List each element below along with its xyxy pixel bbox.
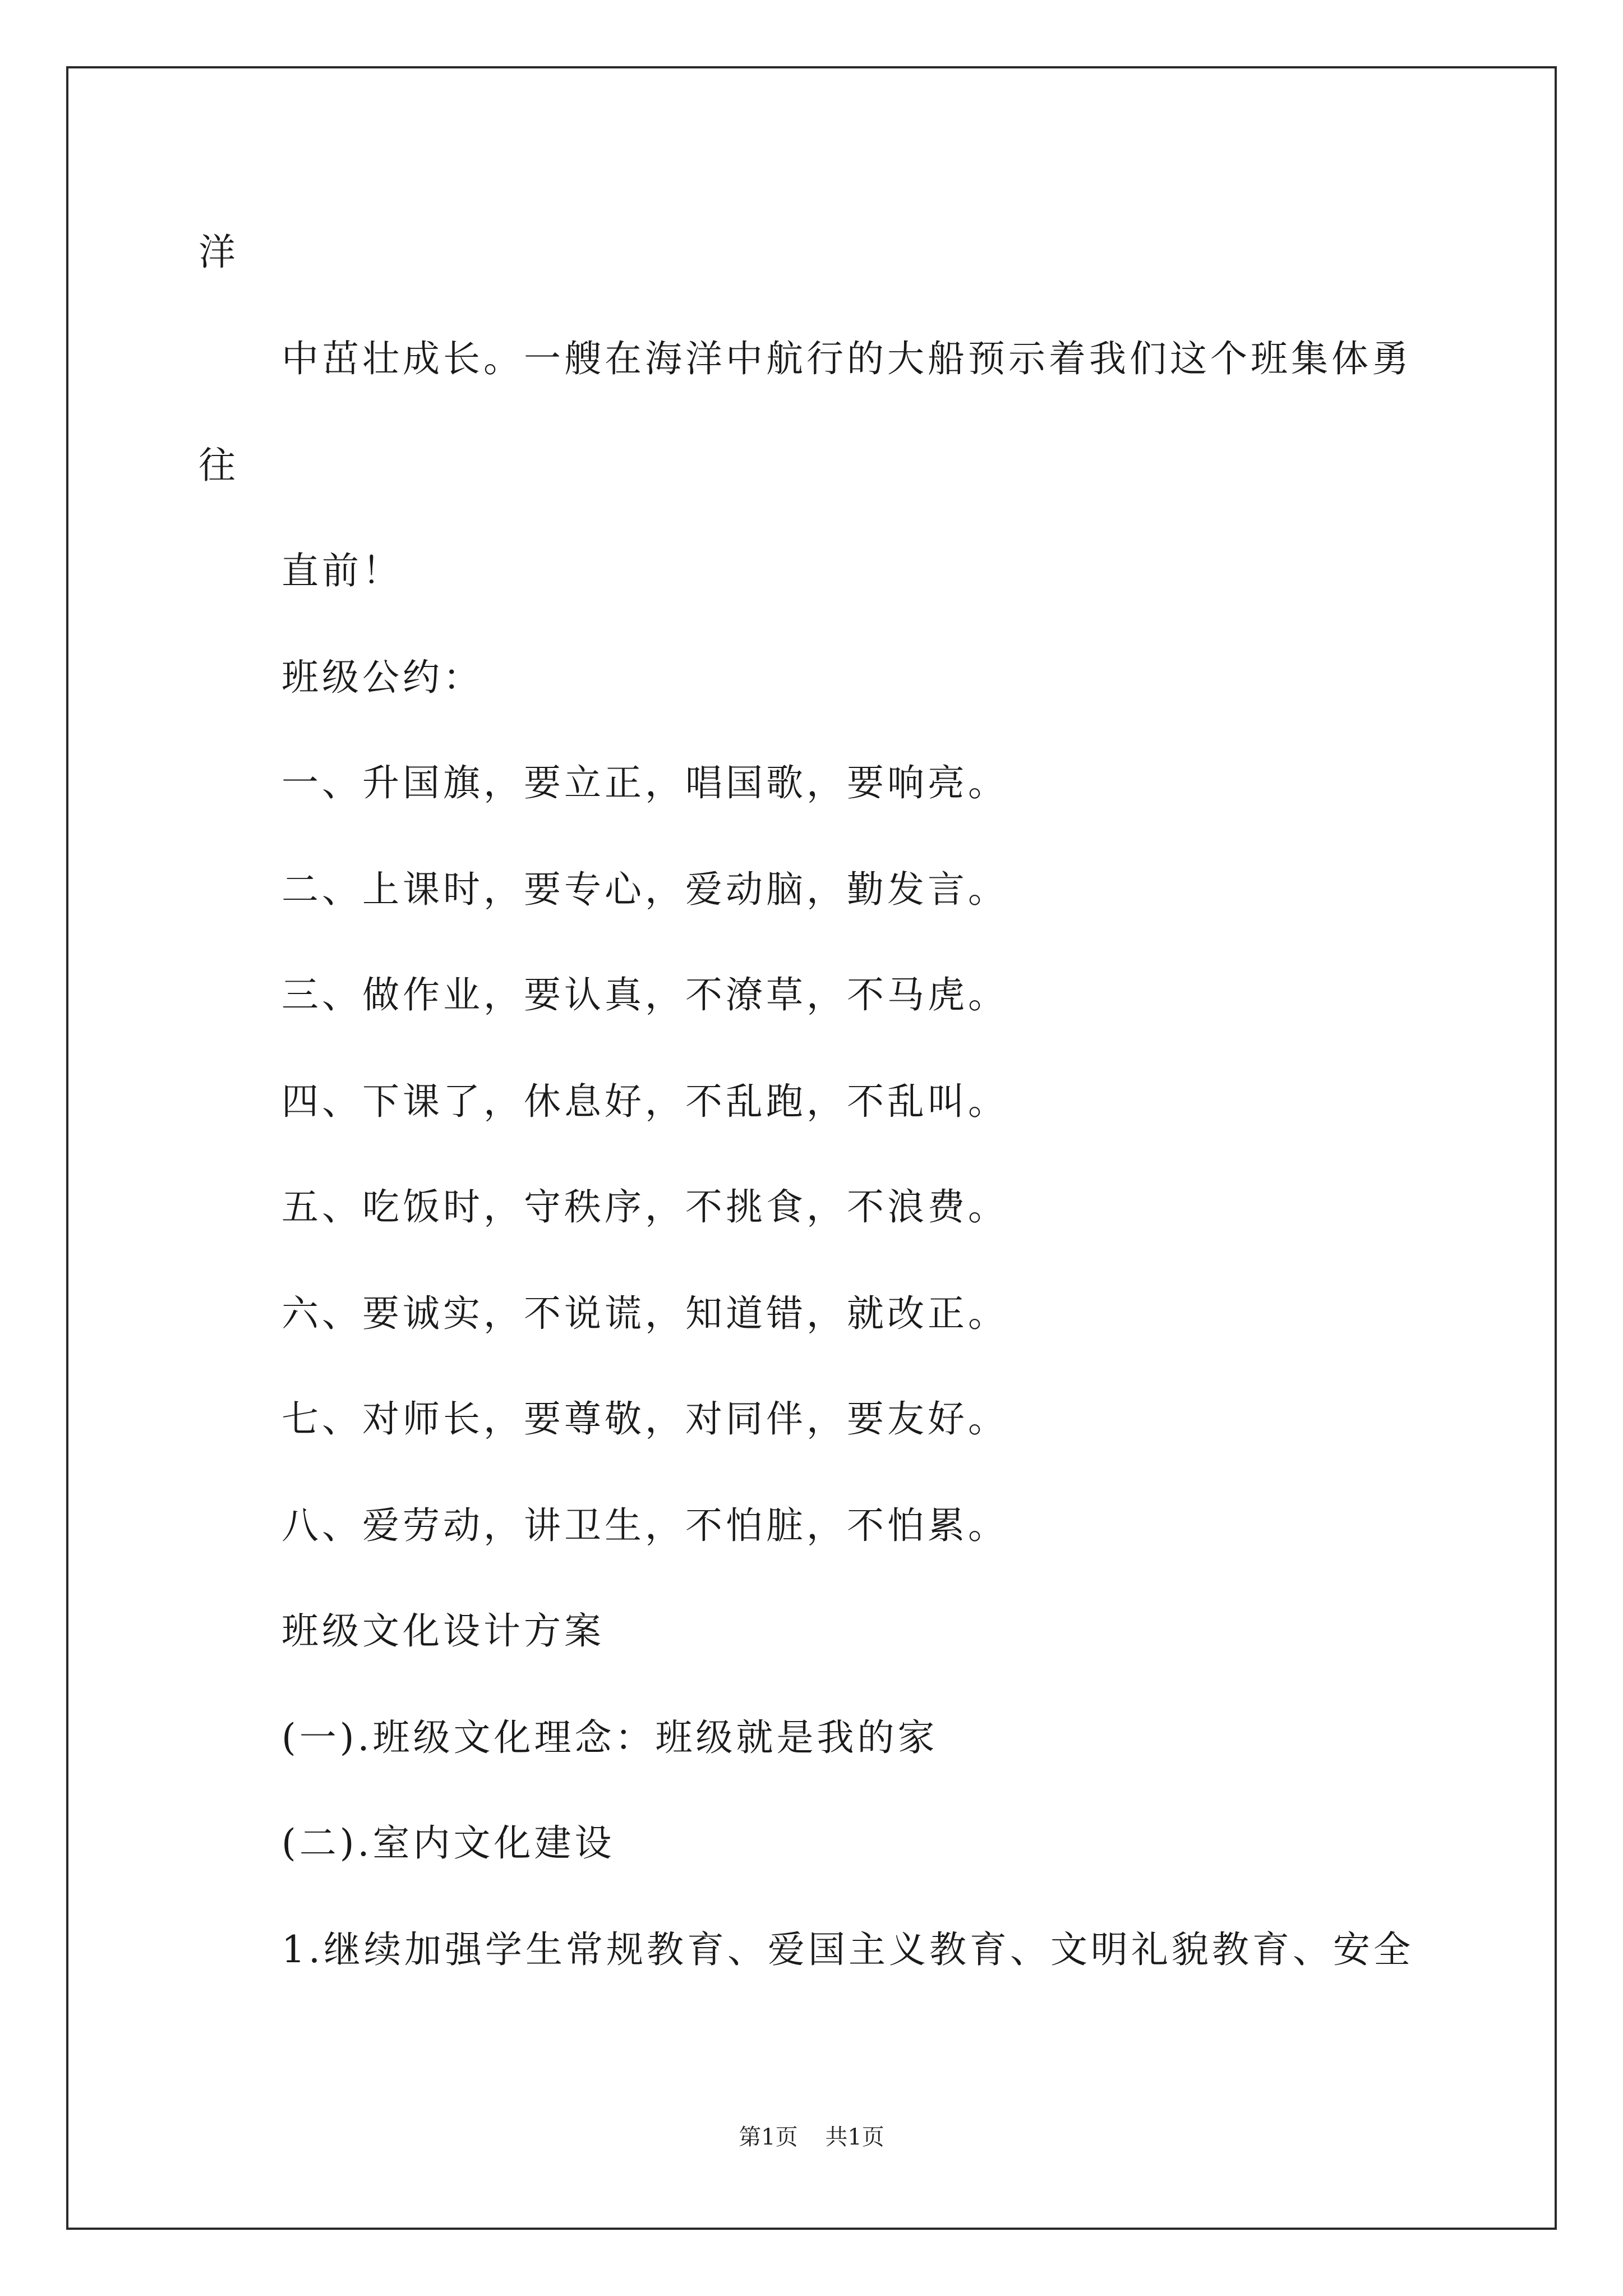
text-line-12: 七、对师长，要尊敬，对同伴，要友好。 xyxy=(282,1397,1008,1441)
text-line-10: 五、吃饭时，守秩序，不挑食，不浪费。 xyxy=(282,1185,1008,1228)
text-line-16: (二).室内文化建设 xyxy=(282,1821,615,1865)
text-line-9: 四、下课了，休息好，不乱跑，不乱叫。 xyxy=(282,1080,1008,1123)
text-line-5: 班级公约： xyxy=(282,656,483,699)
text-line-8: 三、做作业，要认真，不潦草，不马虎。 xyxy=(282,973,1008,1016)
text-line-17: 1.继续加强学生常规教育、爱国主义教育、文明礼貌教育、安全 xyxy=(282,1928,1414,1971)
text-line-11: 六、要诚实，不说谎，知道错，就改正。 xyxy=(282,1292,1008,1335)
text-line-3: 往 xyxy=(199,444,239,487)
text-line-4: 直前！ xyxy=(282,549,403,592)
page-border xyxy=(66,66,1557,2230)
page-number: 第1页 xyxy=(739,2124,798,2150)
text-line-14: 班级文化设计方案 xyxy=(282,1609,605,1653)
text-line-13: 八、爱劳动，讲卫生，不怕脏，不怕累。 xyxy=(282,1504,1008,1547)
page-footer xyxy=(0,2124,1623,2151)
text-line-2: 中茁壮成长。一艘在海洋中航行的大船预示着我们这个班集体勇 xyxy=(282,337,1412,380)
text-line-6: 一、升国旗，要立正，唱国歌，要响亮。 xyxy=(282,761,1008,804)
text-line-15: (一).班级文化理念：班级就是我的家 xyxy=(282,1716,938,1759)
page-total: 共1页 xyxy=(825,2124,884,2150)
text-line-1: 洋 xyxy=(199,231,239,274)
text-line-7: 二、上课时，要专心，爱动脑，勤发言。 xyxy=(282,868,1008,911)
